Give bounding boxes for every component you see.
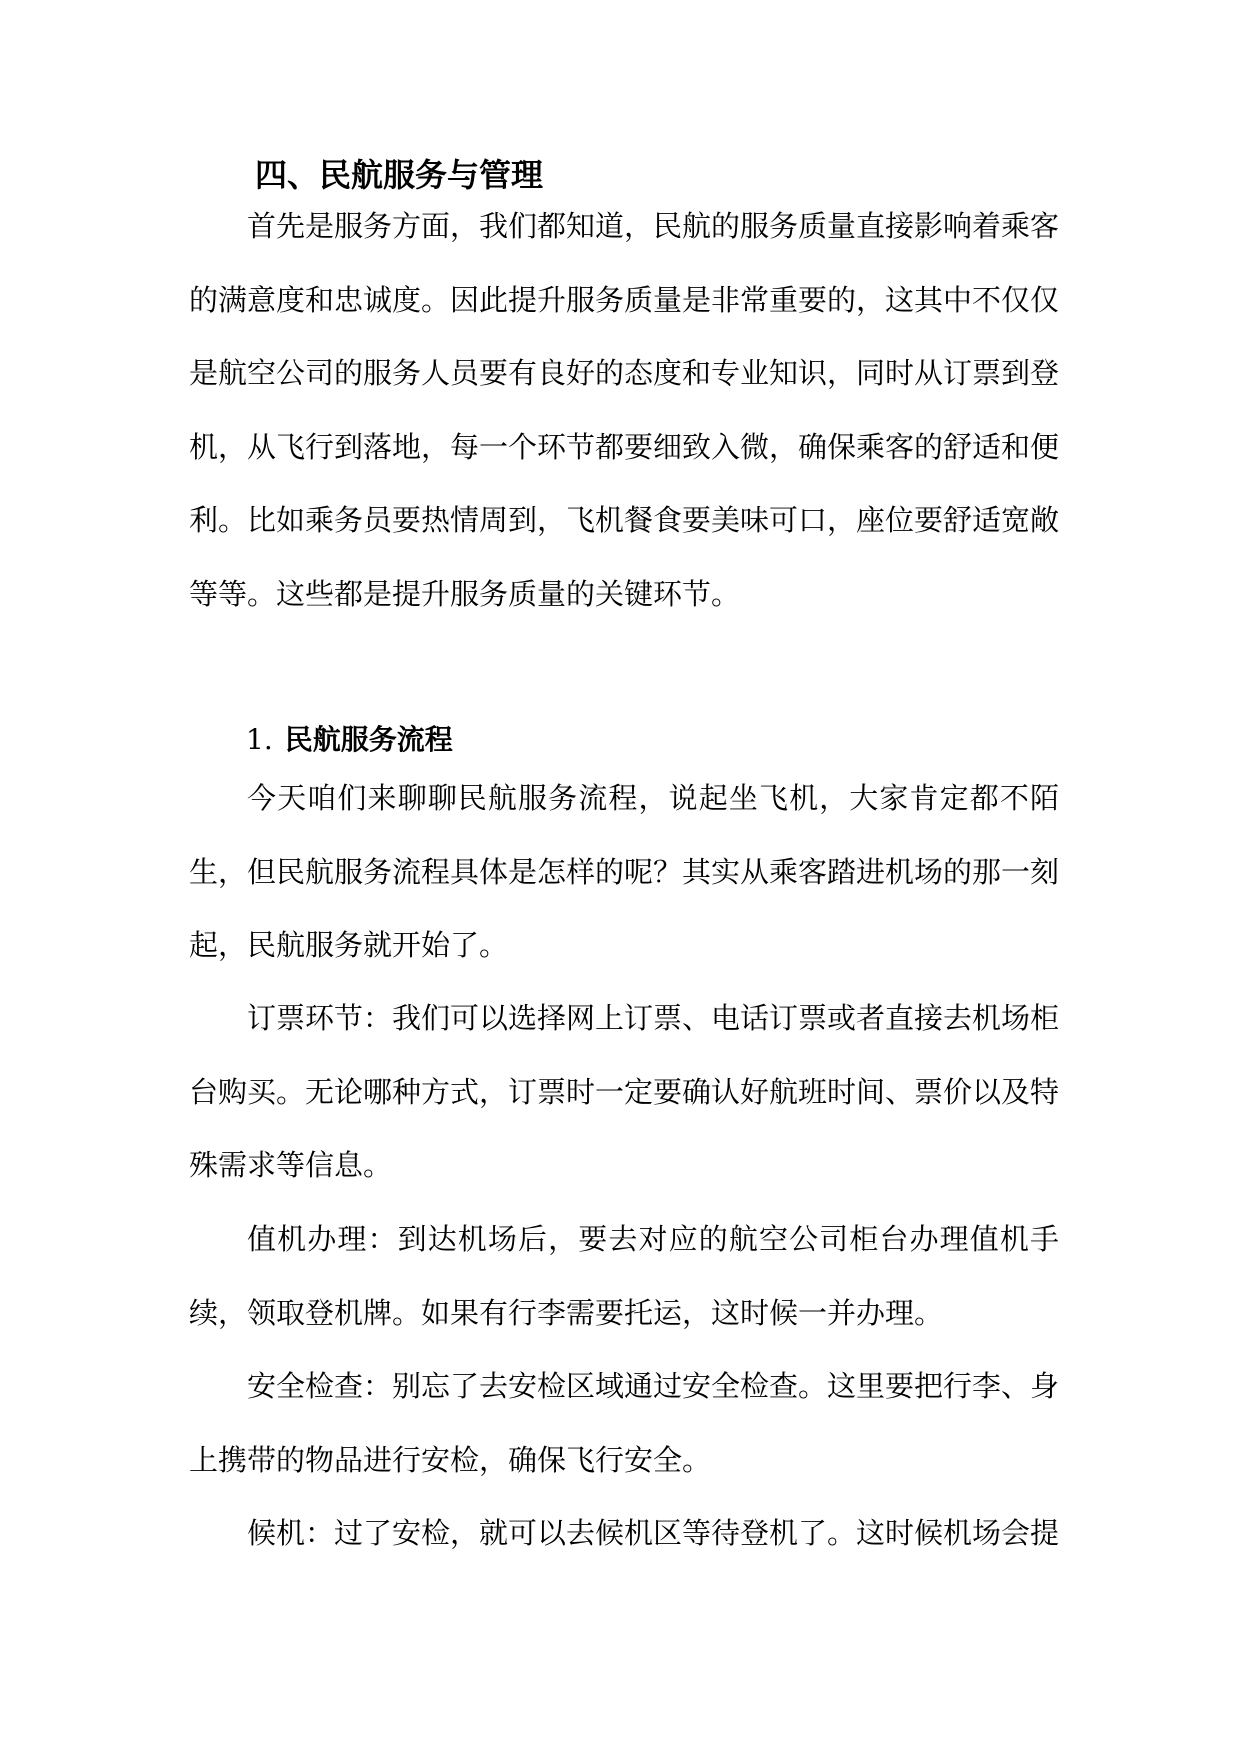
paragraph-security: 安全检查：别忘了去安检区域通过安全检查。这里要把行李、身上携带的物品进行安检，确保飞行安全。 [189, 1369, 1060, 1477]
paragraph-booking: 订票环节：我们可以选择网上订票、电话订票或者直接去机场柜台购买。无论哪种方式，订票时一定要确认好航班时间、票价以及特殊需求等信息。 [189, 1001, 1060, 1182]
intro-paragraph: 首先是服务方面，我们都知道，民航的服务质量直接影响着乘客的满意度和忠诚度。因此提升服务质量是非常重要的，这其中不仅仅是航空公司的服务人员要有良好的态度和专业知识，同时从订票到登机，从飞行到落地，每一个环节都要细致入微，确保乘客的舒适和便利。比如乘务员要热情周到，飞机餐食要美味可口，座位要舒适宽敞等等。这些都是提升服务质量的关键环节。 [189, 209, 1060, 611]
paragraph-checkin: 值机办理：到达机场后，要去对应的航空公司柜台办理值机手续，领取登机牌。如果有行李需要托运，这时候一并办理。 [189, 1222, 1059, 1330]
paragraph-waiting: 候机：过了安检，就可以去候机区等待登机了。这时候机场会提 [247, 1516, 1060, 1550]
subsection-heading [246, 718, 453, 762]
section-heading: 四、民航服务与管理 [255, 156, 544, 194]
paragraph-flow-intro: 今天咱们来聊聊民航服务流程，说起坐飞机，大家肯定都不陌生，但民航服务流程具体是怎样的呢？其实从乘客踏进机场的那一刻起，民航服务就开始了。 [189, 781, 1060, 962]
subsection-number: 1. [246, 723, 273, 756]
subsection-title: 民航服务流程 [284, 723, 453, 756]
